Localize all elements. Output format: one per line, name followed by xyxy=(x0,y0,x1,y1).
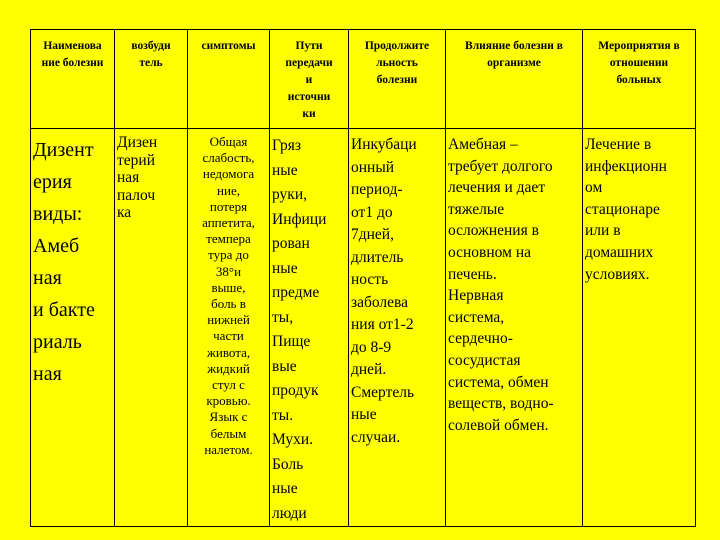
cell-transmission: Гряз ные руки, Инфици рован ные предме ты, Пище вые продук ты. Мухи. Боль ные люди xyxy=(270,129,349,527)
cell-measures: Лечение в инфекционн ом стационаре или в домашних условиях. xyxy=(583,129,696,527)
header-pathogen: возбуди тель xyxy=(115,30,188,129)
header-duration: Продолжите льность болезни xyxy=(349,30,446,129)
header-symptoms: симптомы xyxy=(188,30,270,129)
header-measures: Мероприятия в отношении больных xyxy=(583,30,696,129)
header-row xyxy=(31,30,696,129)
cell-pathogen: Дизен терий ная палоч ка xyxy=(115,129,188,527)
header-disease-name: Наименова ние болезни xyxy=(31,30,115,129)
header-effect: Влияние болезни в организме xyxy=(446,30,583,129)
cell-effect: Амебная – требует долгого лечения и дает тяжелые осложнения в основном на печень. Нервная система, сердечно- сосудистая система, обмен веществ, водно- солевой обмен. xyxy=(446,129,583,527)
cell-disease-name: Дизент ерия виды: Амеб ная и бакте риаль ная xyxy=(31,129,115,527)
cell-duration: Инкубаци онный период- от1 до 7дней, длитель ность заболева ния от1-2 до 8-9 дней. Смертель ные случаи. xyxy=(349,129,446,527)
header-transmission: Пути передачи и источни ки xyxy=(270,30,349,129)
disease-table xyxy=(30,29,696,527)
table-row xyxy=(31,129,696,527)
cell-symptoms: Общая слабость, недомога ние, потеря аппетита, темпера тура до 38°и выше, боль в нижней части живота, жидкий стул с кровью. Язык с белым налетом. xyxy=(188,129,270,527)
